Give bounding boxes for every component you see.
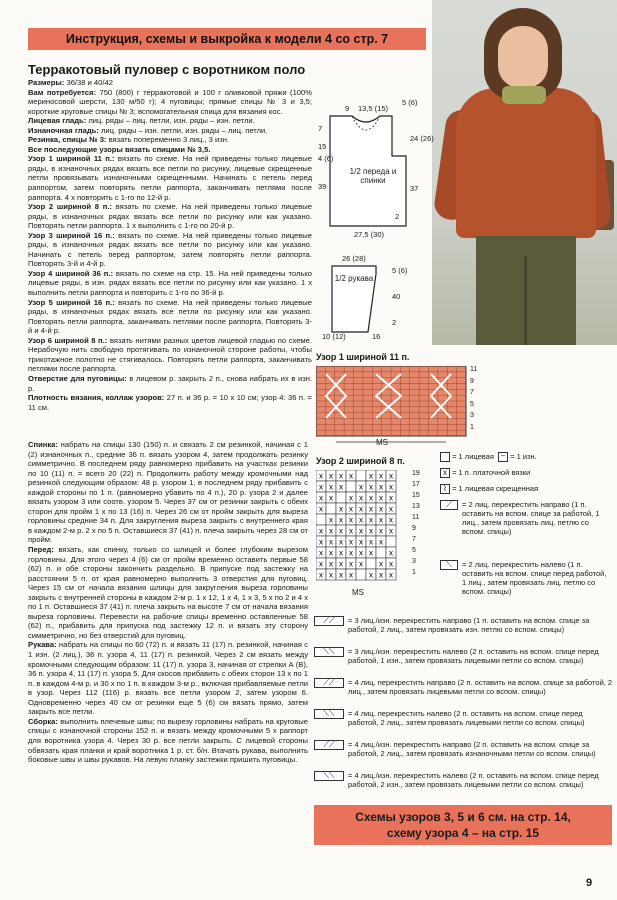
svg-text:x: x [339,570,343,580]
model-photo [432,0,617,345]
legend-twisted: ⌇ = 1 лицевая скрещенная [440,484,538,494]
chart1-title: Узор 1 шириной 11 п. [316,352,410,362]
cross-right-3-icon: ⟋⟋ [314,616,344,626]
sleeve-dim-r3: 2 [392,318,397,327]
legend-cable-item: ⟍⟍ = 4 лиц./изн. перекрестить налево (2 п. оставить на вспом. спице перед работой, 2 изн., затем провязать лицевыми петли со вспом. спицы) [314,771,614,789]
chart2-row-number: 13 [412,503,420,510]
sleeve-dim-r1: 5 (6) [392,266,408,275]
svg-text:x: x [389,515,393,525]
svg-text:x: x [369,570,373,580]
svg-text:x: x [339,526,343,536]
chart2-title: Узор 2 шириной 8 п. [316,456,405,466]
knit-symbol-icon [440,452,450,462]
svg-text:x: x [349,471,353,481]
sleeve-dim-b1: 10 (12) [322,332,346,341]
svg-text:x: x [379,471,383,481]
svg-text:x: x [349,504,353,514]
svg-text:x: x [349,515,353,525]
page-number: 9 [586,877,593,889]
svg-text:x: x [369,504,373,514]
purl-symbol-icon: – [498,452,508,462]
svg-text:x: x [359,526,363,536]
sleeve-dim-r2: 40 [392,292,401,301]
dim-top-right: 5 (6) [402,98,418,107]
svg-text:x: x [389,548,393,558]
legend-cable-item: ⟍⟍ = 3 лиц./изн. перекрестить налево (2 п. оставить на вспом. спице перед работой, 1 изн., затем провязать лицевыми петли со вспом. спицы) [314,647,614,665]
svg-text:x: x [379,559,383,569]
chart2-row-number: 7 [412,536,416,543]
svg-text:x: x [389,570,393,580]
svg-text:x: x [389,482,393,492]
svg-text:x: x [349,526,353,536]
dim-sq: 2 [395,212,400,221]
instruction-paragraph: Резинка, спицы № 3: вязать попеременно 3 лиц., 3 изн. [28,135,230,145]
instruction-paragraph: Плотность вязания, коллаж узоров: 27 п. и 36 р. = 10 х 10 см; узор 4: 36 п. = 11 см. [28,393,312,412]
svg-text:x: x [339,559,343,569]
chart1-row-number: 3 [470,412,474,419]
svg-text:x: x [319,559,323,569]
svg-text:x: x [349,570,353,580]
legend-garter: x = 1 п. платочной вязки [440,468,530,478]
chart2-row-number: 17 [412,481,420,488]
instruction-paragraph: Рукава: набрать на спицы по 60 (72) п. и вязать 11 (17) п. резинкой, начиная с 1 изн. (2 лиц.), 36 п. узора 4, 11 (17) п. резинкой. Через 2 см вязать между кромочными следующим образом: 11 (17) п. узора 3, начиная от стрелки А (В), 36 п. узора 4, 11 (17) п. узора 5. Для скосов прибавить с обеих сторон 13 х по 1 п. в каждом 4-м р. и 30 х по 1 п. в каждом 3-м р., включая прибавляемые петли в узор. Через 112 (116) р. вязать все петли узором 2, затем узором 6. Одновременно через 40 см от резинки еще 5 (6) см вязать прямо, затем закрыть все петли. [28,640,308,717]
svg-text:x: x [319,537,323,547]
body-pattern-outline [316,96,428,236]
svg-text:x: x [319,548,323,558]
svg-text:x: x [369,526,373,536]
svg-text:x: x [319,493,323,503]
dim-top-mid: 13,5 (15) [358,104,389,113]
svg-text:x: x [379,515,383,525]
svg-text:x: x [329,471,333,481]
instruction-paragraph: Отверстие для пуговицы: в лицевом р. закрыть 2 п., снова набрать их в изн. р. [28,373,312,393]
dim-l4: 39 [318,182,327,191]
instruction-paragraph: Лицевая гладь: лиц. ряды – лиц. петли, изн. ряды – изн. петли. [28,116,255,126]
cross-right-2-icon: ⟋ [440,500,458,510]
chart2-row-number: 5 [412,547,416,554]
svg-text:x: x [359,537,363,547]
svg-text:x: x [389,471,393,481]
instruction-paragraph: Узор 4 шириной 36 п.: вязать по схеме на стр. 15. На ней приведены только лицевые ряды, в изн. рядах вязать все петли по рисунку или как указано. 1 х выполнить петли раппорта и повторить с 1-го по 36-й р. [28,268,312,298]
svg-text:x: x [389,559,393,569]
chart2-row-number: 9 [412,525,416,532]
legend-knit-purl: = 1 лицевая – = 1 изн. [440,452,537,462]
cross-left-4-icon: ⟍⟍ [314,709,344,719]
svg-text:x: x [369,537,373,547]
svg-text:x: x [359,559,363,569]
svg-text:x: x [389,526,393,536]
dim-l3: 4 (6) [318,154,334,163]
svg-text:x: x [339,537,343,547]
svg-text:x: x [389,504,393,514]
svg-text:x: x [369,482,373,492]
legend-cable-item: ⟍⟍ = 4 лиц. перекрестить налево (2 п. оставить на вспом. спице перед работой, 2 лиц., затем провязать лицевыми петли со вспом. спицы) [314,709,614,727]
dim-r2: 37 [410,184,419,193]
cross-left-2-icon: ⟍ [440,560,458,570]
dim-r1: 24 (26) [410,134,434,143]
svg-text:x: x [329,559,333,569]
svg-text:x: x [339,504,343,514]
body-pattern-title: 1/2 переда и спинки [349,167,397,185]
instruction-paragraph: Узор 1 шириной 11 п.: вязать по схеме. На ней приведены только лицевые ряды, в изнаночных рядах вязать все петли по рисунку, лицевые скрещенные петли провязывать изнаночными скрещенными. Начинать с петель перед раппортом, затем повторять петли раппорта, заканчивать петлями после раппорта. 4 х повторить с 1-го по 12-й р. [28,154,312,202]
instruction-paragraph: Изнаночная гладь: лиц. ряды – изн. петли, изн. ряды – лиц. петли. [28,125,268,135]
dim-l1: 7 [318,124,323,133]
svg-text:x: x [359,515,363,525]
svg-text:x: x [379,493,383,503]
svg-text:x: x [319,526,323,536]
svg-text:x: x [339,482,343,492]
svg-text:x: x [329,570,333,580]
legend-cable-item: ⟋⟋ = 3 лиц./изн. перекрестить направо (1 п. оставить на вспом. спице за работой, 2 лиц., затем провязать изн. петлю со вспом. спицы) [314,616,614,634]
dim-bottom: 27,5 (30) [354,230,385,239]
svg-text:x: x [359,548,363,558]
header-banner: Инструкция, схемы и выкройка к модели 4 со стр. 7 [28,28,426,50]
legend-cable-item: ⟋⟋ = 4 лиц. перекрестить направо (2 п. оставить на вспом. спице за работой, 2 лиц., затем провязать лицевыми петли со вспом. спицы) [314,678,614,696]
svg-text:x: x [379,570,383,580]
chart2-row-number: 15 [412,492,420,499]
twisted-symbol-icon: ⌇ [440,484,450,494]
svg-text:x: x [379,537,383,547]
see-also-callout: Схемы узоров 3, 5 и 6 см. на стр. 14, схему узора 4 – на стр. 15 [314,805,612,845]
sleeve-dim-b2: 16 [372,332,381,341]
instruction-paragraph: Перед: вязать, как спинку, только со шлицей и более глубоким вырезом горловины. Для этого через 4 (6) см от пройм временно оставить первые 58 (62) п. и обе стороны закончить раздельно. В припуске под застежку на расстоянии 5 п. от края равномерно выполнить 3 отверстия для пуговиц. Через 15 см от начала вязания шлицы для закругления выреза горловины закрыть с внутренней стороны в каждом 2-м р. 1 х 12, 1 х 4, 1 х 3, 5 х по 2 и 4 х по 1 п. Оставшиеся 37 (41) п. плеча закрыть на высоте 7 см от начала вязания выреза горловины. Перевести на рабочие спицы временно оставленные 58 (62) п., прибавить для припуска под застежку 12 п. и вязать эту сторону симметрично, но без отверстий для пуговиц. [28,545,308,640]
dim-top-left: 9 [345,104,350,113]
svg-text:x: x [379,482,383,492]
svg-text:x: x [329,537,333,547]
svg-text:x: x [319,482,323,492]
svg-text:x: x [349,559,353,569]
svg-text:x: x [329,526,333,536]
svg-text:x: x [329,482,333,492]
svg-text:x: x [319,570,323,580]
svg-text:x: x [369,493,373,503]
instructions-lower [28,440,308,765]
svg-text:x: x [329,493,333,503]
cross-left-4-purl-icon: ⟍⟍ [314,771,344,781]
cross-right-4-icon: ⟋⟋ [314,678,344,688]
svg-text:x: x [369,548,373,558]
svg-text:x: x [359,504,363,514]
chart1-row-number: 11 [470,366,478,373]
instruction-paragraph: Узор 5 шириной 16 п.: вязать по схеме. На ней приведены только лицевые ряды, в изнаночных рядах вязать все петли по рисунку или как указано. Повторять петли раппорта, заканчивать петлями после раппорта. Повторять 3-й и 4-й р. [28,297,312,336]
svg-text:x: x [339,515,343,525]
svg-text:x: x [319,504,323,514]
svg-text:x: x [349,548,353,558]
instruction-paragraph: Сборка: выполнить плечевые швы; по вырезу горловины набрать на круговые спицы с изнаночной стороны 152 п. и вязать между кромочными 5 х раппорт для воротника узора 4. Через 30 р. все петли закрыть. С лицевой стороны обвязать края планки и край воротника 1 р. ст. б/н. Втачать рукава, выполнить боковые швы и швы рукавов. На левую планку застежки пришить пуговицы. [28,716,308,765]
chart1-row-number: 7 [470,389,474,396]
chart1-row-number: 9 [470,377,474,385]
svg-text:x: x [369,471,373,481]
chart1-row-number: 5 [470,400,474,408]
cross-right-4-purl-icon: ⟋⟋ [314,740,344,750]
instruction-paragraph: Узор 6 шириной 8 п.: вязать нитями разных цветов лицевой гладью по схеме. Нерабочую нить свободно протягивать по изнаночной стороне работы, чтобы трикотажное полотно не стягивалось. Повторять петли раппорта, заканчивать петлями после раппорта. [28,335,312,374]
instruction-paragraph: Вам потребуется: 750 (800) г терракотовой и 100 г оливковой пряжи (100% мериносовой шерсти, 130 м/50 г); 4 пуговицы; прямые спицы № 3 и 3,5; короткие круговые спицы № 3; вспомогательная спица для вязания кос. [28,87,313,116]
dim-l2: 15 [318,142,327,151]
chart1-ms-label: MS [376,438,388,447]
chart2-row-number: 11 [412,514,420,521]
sleeve-dim-top: 26 (28) [342,254,366,263]
cross-left-3-icon: ⟍⟍ [314,647,344,657]
garter-symbol-icon: x [440,468,450,478]
svg-text:x: x [329,515,333,525]
chart2-row-number: 1 [412,569,416,576]
chart1-row-number: 1 [470,423,474,431]
svg-text:x: x [329,548,333,558]
chart2-row-number: 3 [412,558,416,565]
svg-text:x: x [359,482,363,492]
instruction-paragraph: Узор 2 шириной 8 п.: вязать по схеме. На ней приведены только лицевые ряды, в изнаночных рядах вязать все петли по рисунку или как указано. Повторять петли раппорта. 1 х выполнить с 1-го по 20-й р. [28,202,312,231]
svg-text:x: x [349,493,353,503]
article-title: Терракотовый пуловер с воротником поло [28,62,306,77]
legend-cross-right-2: ⟋ = 2 лиц. перекрестить направо (1 п. оставить на вспом. спице за работой, 1 лиц., затем провязать лиц. петлю со вспом. спицы) [440,500,612,536]
instructions-upper [28,78,312,412]
svg-text:x: x [359,493,363,503]
chart2-row-number: 19 [412,470,420,477]
legend-cross-left-2: ⟍ = 2 лиц. перекрестить налево (1 п. оставить на вспом. спице перед работой, 1 лиц., затем провязать лиц. петлю со вспом. спицы) [440,560,612,596]
instruction-paragraph: Спинка: набрать на спицы 130 (150) п. и связать 2 см резинкой, начиная с 1 (2) изнаночных п., средние 36 п. вязать узором 4, затем продолжать резинку симметрично. В последнем ряду равномерно прибавить на участках резинки по 10 (11) п. = всего 20 (22) п. Продолжить работу между кромочными над резинкой следующим образом: 48 р. узором 1, в последнем ряду прибавить с каждой стороны по 1 п. (равномерно убавить по 4 п.), 20 р. узора 2 и далее вязать узором 3 или соотв. узором 5. Через 37 см от резинки закрыть с обеих сторон для пройм 1 х по 13 (16) п. Через 26 см от пройм закрыть для выреза горловины средние 34 п. Для закругления выреза закрыть с внутреннего края в каждом 2-м р. 2 х по 5 п. Оставшиеся 37 (41) п. плеча закрыть через 28 см от пройм. [28,440,308,545]
instruction-paragraph: Все последующие узоры вязать спицами № 3,5. [28,144,211,154]
svg-text:x: x [369,515,373,525]
sleeve-pattern-title: 1/2 рукава [334,274,374,283]
svg-text:x: x [379,504,383,514]
svg-text:x: x [319,471,323,481]
chart2-ms-label: MS [352,588,364,597]
svg-text:x: x [339,471,343,481]
svg-text:x: x [389,493,393,503]
svg-text:x: x [379,526,383,536]
instruction-paragraph: Узор 3 шириной 16 п.: вязать по схеме. На ней приведены только лицевые ряды, в изнаночных рядах вязать все петли по рисунку или как указано. Начинать с петель перед раппортом, затем повторять петли раппорта. Повторять 3-й и 4-й р. [28,230,312,269]
svg-text:x: x [339,548,343,558]
legend-cable-item: ⟋⟋ = 4 лиц./изн. перекрестить направо (2 п. оставить на вспом. спице за работой, 2 лиц., затем провязать изнаночными петли со вспом. спицы) [314,740,614,758]
svg-text:x: x [349,537,353,547]
instruction-paragraph: Размеры: 36/38 и 40/42 [28,78,113,87]
